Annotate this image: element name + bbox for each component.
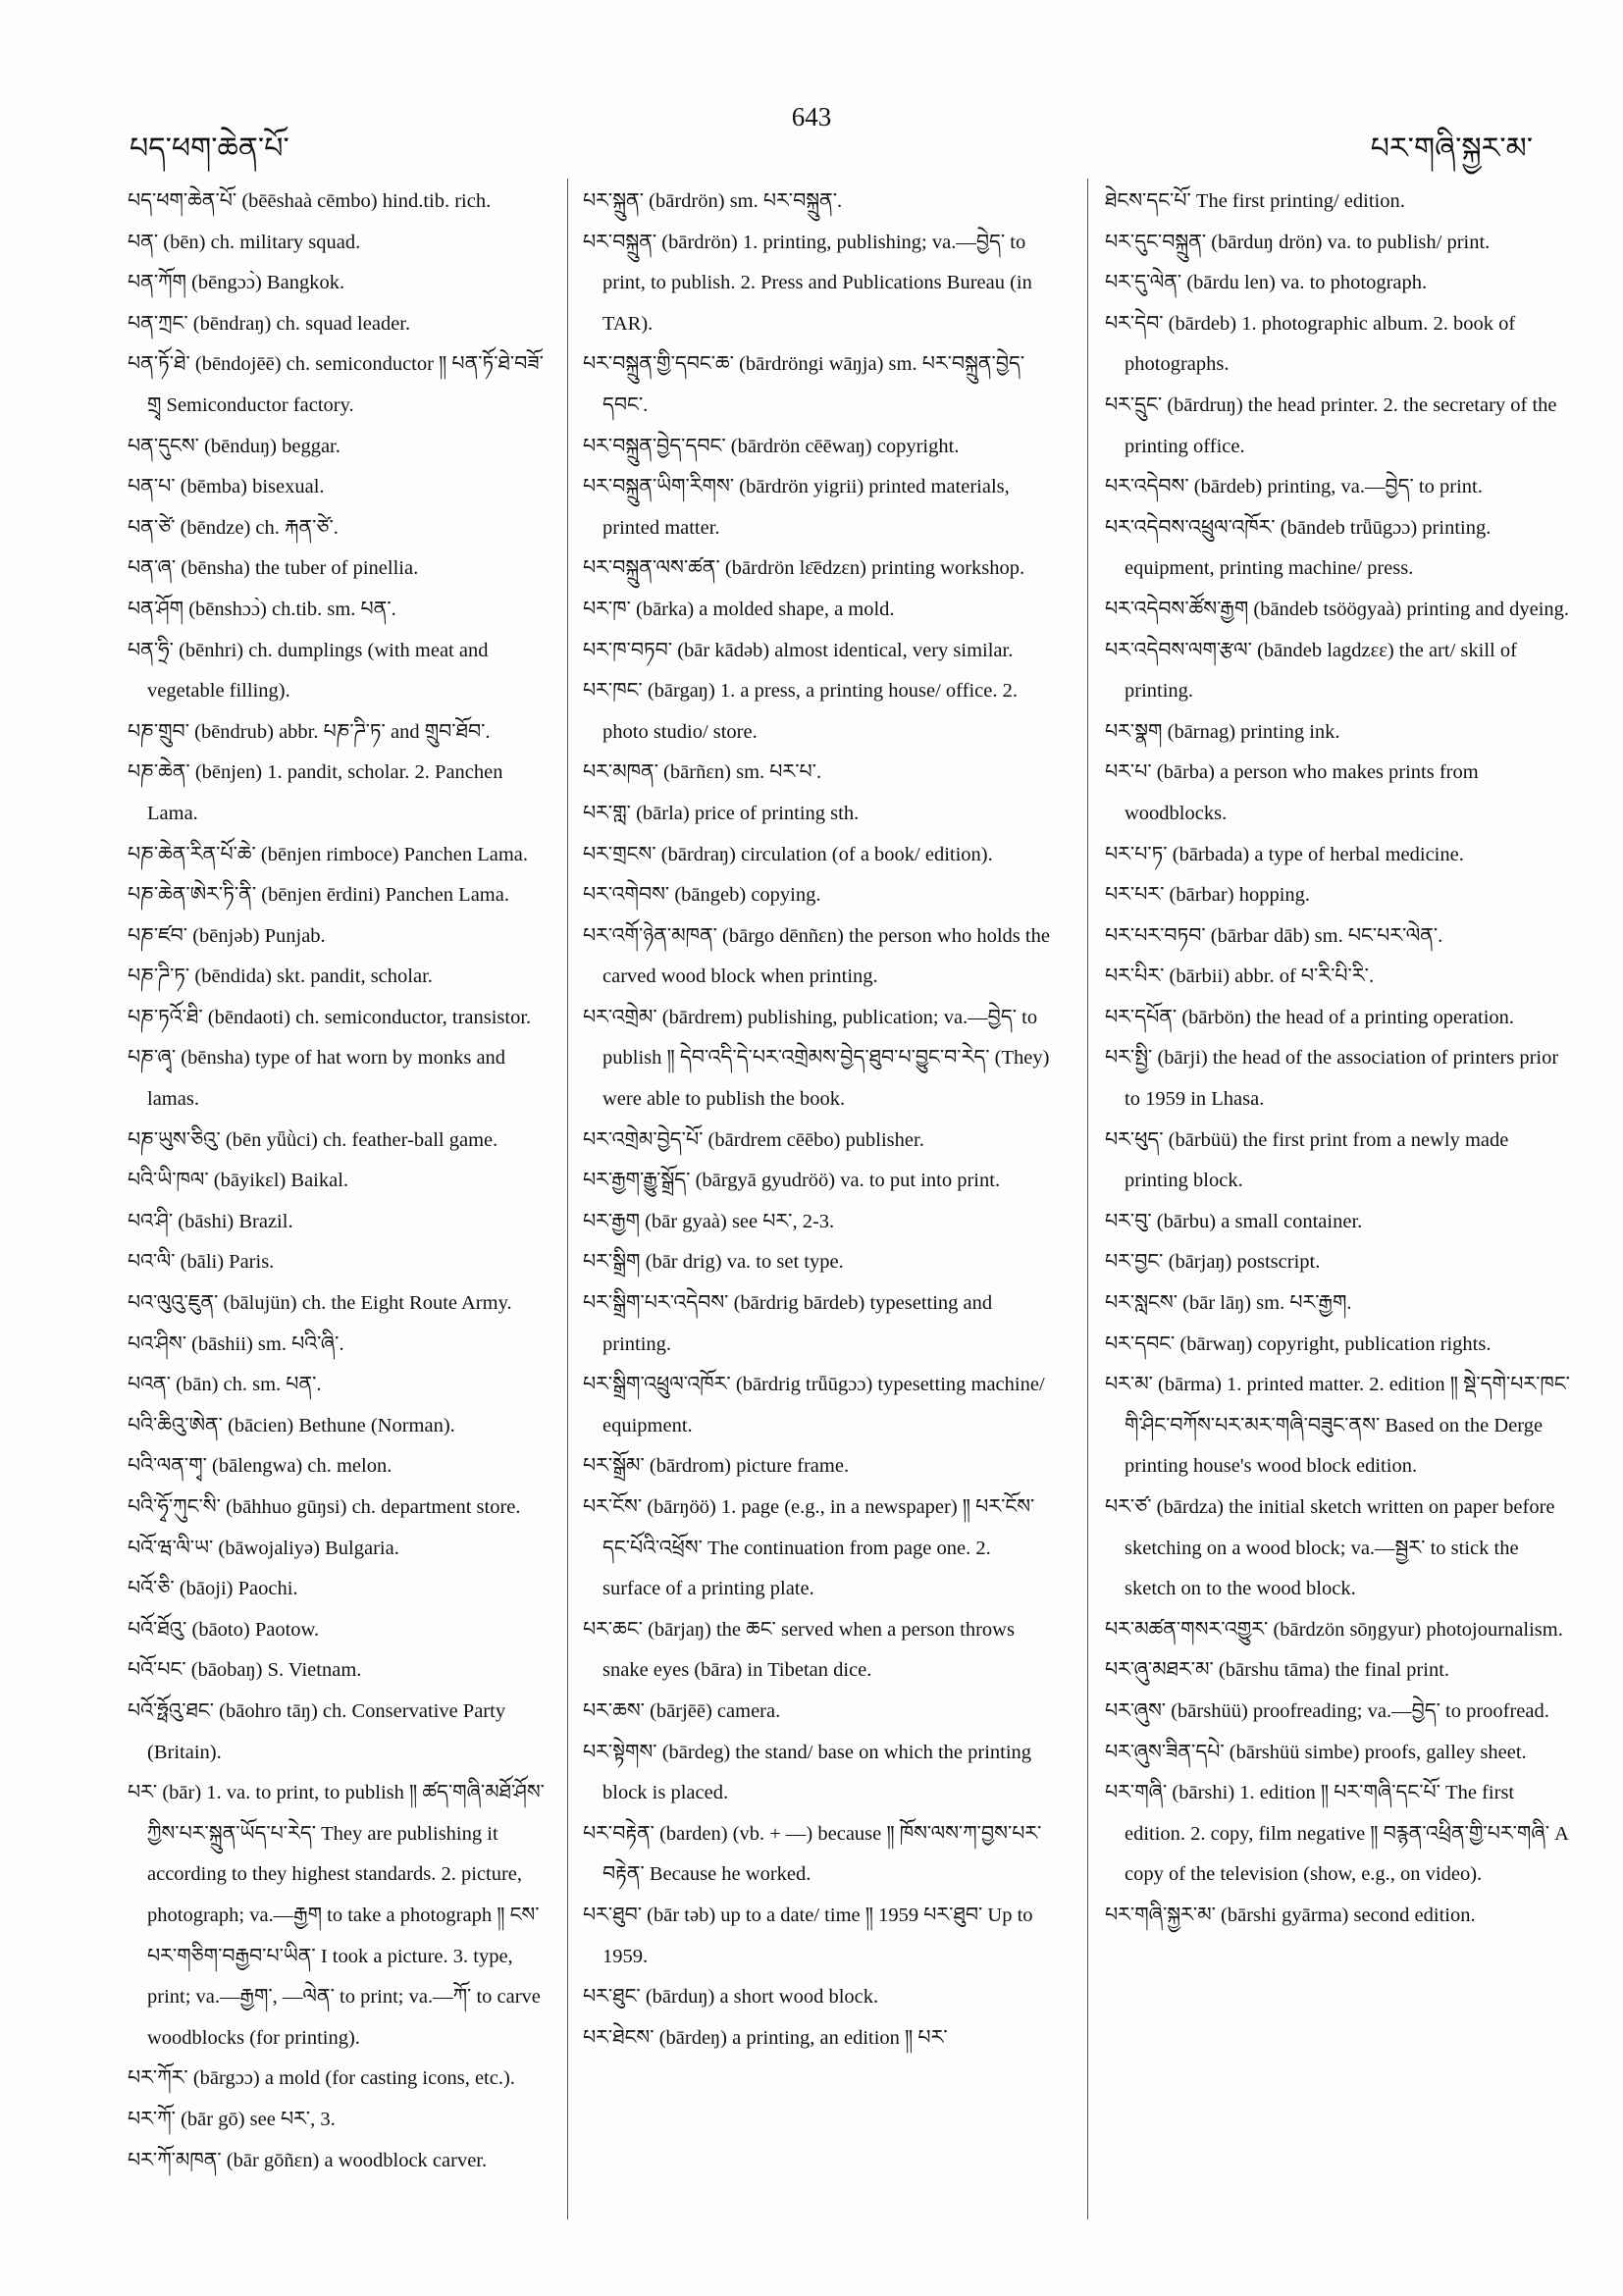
dictionary-entry: པར་ (bār) 1. va. to print, to publish ༎ ཚད་གཞི་མཐོ་ཤོས་ཀྱིས་པར་སྐྲུན་ཡོད་པ་རེད་ They are publishing it according to they highest standards. 2. picture, photograph; va.—རྒྱག to take a photograph ༎ ངས་པར་གཅིག་བརྒྱབ་པ་ཡིན་ I took a picture. 3. type, print; va.—རྒྱག་, —ལེན་ to print; va.—ཀོ་ to carve woodblocks (for printing). bbox=[128, 1782, 545, 2049]
dictionary-entry: པར་ཞུ་མཐར་མ་ (bārshu tāma) the final print. bbox=[1105, 1659, 1450, 1682]
dictionary-entry: པར་པ་ཏ་ (bārbada) a type of herbal medicine. bbox=[1105, 843, 1464, 865]
dictionary-entry: པར་པར་ (bārbar) hopping. bbox=[1105, 884, 1311, 907]
dictionary-entry: པའོ་ཝ་ལི་ཡ་ (bāwojaliyə) Bulgaria. bbox=[128, 1537, 399, 1559]
column-divider-1 bbox=[567, 179, 568, 2219]
dictionary-entry: པར་མཁན་ (bārñɛn) sm. པར་པ་. bbox=[583, 761, 822, 784]
dictionary-entry: པའ་ཤི་ (bāshi) Brazil. bbox=[128, 1210, 293, 1232]
dictionary-entry: པཎ་ཡུས་ཅིའུ་ (bēn yǖǜci) ch. feather-ball game. bbox=[128, 1128, 498, 1151]
dictionary-entry: པར་བསྐྲུན་ (bārdrön) 1. printing, publishing; va.—བྱེད་ to print, to publish. 2. Press and Publications Bureau (in TAR). bbox=[583, 231, 1032, 335]
running-header-left: པད་ཕག་ཆེན་པོ་ bbox=[130, 131, 289, 166]
dictionary-entry: པའོ་ཅི་ (bāoji) Paochi. bbox=[128, 1578, 298, 1600]
dictionary-entry: པར་འགེབས་ (bāngeb) copying. bbox=[583, 884, 821, 907]
dictionary-entry: པར་འགྲེམ་ (bārdrem) publishing, publication; va.—བྱེད་ to publish ༎ དེབ་འདི་དེ་པར་འགྲེམས་བྱེད་ཐུབ་པ་བྱུང་བ་རེད་ (They) were able to publish the book. bbox=[583, 1006, 1050, 1111]
dictionary-entry: པའི་ཧྭོ་ཀུང་སི་ (bāhhuo gūŋsi) ch. department store. bbox=[128, 1496, 521, 1518]
dictionary-entry: པའོ་ཧྥོའུ་ཐང་ (bāohro tāŋ) ch. Conservative Party (Britain). bbox=[128, 1699, 506, 1763]
dictionary-entry: པར་མཚན་གསར་འགྱུར་ (bārdzön sōŋgyur) photojournalism. bbox=[1105, 1618, 1563, 1641]
dictionary-entry: པར་འདེབས་ལག་རྩལ་ (bāndeb lagdzɛɛ) the art/ skill of printing. bbox=[1105, 639, 1517, 703]
dictionary-entry: པར་ཀོ་མཁན་ (bār gōñɛn) a woodblock carver. bbox=[128, 2149, 488, 2171]
dictionary-entry: པར་འགྲེམ་བྱེད་པོ་ (bārdrem cēēbo) publisher. bbox=[583, 1128, 924, 1151]
dictionary-entry: པར་སྒྲིག (bār drig) va. to set type. bbox=[583, 1251, 844, 1274]
dictionary-entry: པའ་ལི་ (bāli) Paris. bbox=[128, 1251, 275, 1274]
dictionary-entry: པར་འདེབས་འཕྲུལ་འཁོར་ (bāndeb trǖūgɔɔ) printing. equipment, printing machine/ press. bbox=[1105, 516, 1492, 580]
dictionary-entry: པན་ཀྲང་ (bēndraŋ) ch. squad leader. bbox=[128, 312, 411, 335]
dictionary-entry: པར་ཀོར་ (bārgɔɔ) a mold (for casting icons, etc.). bbox=[128, 2067, 515, 2090]
dictionary-entry: པར་ཆས་ (bārjēē) camera. bbox=[583, 1699, 781, 1722]
dictionary-entry: པར་ཐུབ་ (bār təb) up to a date/ time ༎ 1959 པར་ཐུབ་ Up to 1959. bbox=[583, 1904, 1033, 1967]
dictionary-entry: པཎ་ཆེན་རིན་པོ་ཆེ་ (bēnjen rimboce) Panchen Lama. bbox=[128, 843, 528, 865]
dictionary-entry: པར་དྲུང་ (bārdruŋ) the head printer. 2. the secretary of the printing office. bbox=[1105, 393, 1557, 457]
dictionary-entry: པའི་ཡི་ཁལ་ (bāyikɛl) Baikal. bbox=[128, 1170, 349, 1192]
dictionary-entry: པར་སྤྱི་ (bārji) the head of the association of printers prior to 1959 in Lhasa. bbox=[1105, 1047, 1559, 1111]
dictionary-entry: པན་ཧྲི་ (bēnhri) ch. dumplings (with meat and vegetable filling). bbox=[128, 639, 489, 703]
dictionary-entry: པཎ་ཛབ་ (bēnjəb) Punjab. bbox=[128, 924, 326, 947]
dictionary-entry: པར་པར་བཏབ་ (bārbar dāb) sm. པང་པར་ལེན་. bbox=[1105, 924, 1443, 947]
dictionary-entry: པར་སྣག (bārnag) printing ink. bbox=[1105, 720, 1340, 743]
dictionary-entry: པར་གླ་ (bārla) price of printing sth. bbox=[583, 802, 860, 824]
dictionary-entry: པཎ་ཌི་ཏ་ (bēndida) skt. pandit, scholar. bbox=[128, 965, 433, 988]
dictionary-entry: པར་ཐུང་ (bārduŋ) a short wood block. bbox=[583, 1986, 879, 2009]
dictionary-entry: པར་དེབ་ (bārdeb) 1. photographic album. 2. book of photographs. bbox=[1105, 312, 1516, 376]
dictionary-entry: པར་འདེབས་ཚོས་རྒྱག (bāndeb tsööɡyaà) printing and dyeing. bbox=[1105, 598, 1570, 620]
dictionary-entry: པན་དུངས་ (bēnduŋ) beggar. bbox=[128, 435, 340, 457]
dictionary-entry: པར་སྐྲུན་ (bārdrön) sm. པར་བསྐྲུན་. bbox=[583, 190, 843, 212]
dictionary-entry: པར་དཔོན་ (bārbön) the head of a printing operation. bbox=[1105, 1006, 1515, 1028]
dictionary-entry: པའ་ལུའུ་ཇུན་ (bālujün) ch. the Eight Route Army. bbox=[128, 1292, 512, 1315]
dictionary-entry: པར་ཕུད་ (bārbüü) the first print from a newly made printing block. bbox=[1105, 1128, 1509, 1192]
dictionary-entry: པར་སླངས་ (bār lāŋ) sm. པར་རྒྱག. bbox=[1105, 1292, 1352, 1315]
dictionary-entry: པར་ཀོ་ (bār gō) see པར་, 3. bbox=[128, 2108, 336, 2130]
dictionary-entry: པར་བསྐྲུན་གྱི་དབང་ཆ་ (bārdröngi wāŋja) sm. པར་བསྐྲུན་བྱེད་དབང་. bbox=[583, 353, 1025, 416]
dictionary-entry: པའ་ཤིས་ (bāshii) sm. པའི་ཞི་. bbox=[128, 1332, 344, 1355]
dictionary-entry: པར་གཞི་སྐྱར་མ་ (bārshi gyārma) second edition. bbox=[1105, 1904, 1476, 1926]
dictionary-entry: པར་ཞུས་ (bārshüü) proofreading; va.—བྱེད་ to proofread. bbox=[1105, 1699, 1549, 1722]
dictionary-entry: པར་ཁ་ (bārka) a molded shape, a mold. bbox=[583, 598, 895, 620]
dictionary-entry: པར་པ་ (bārba) a person who makes prints from woodblocks. bbox=[1105, 761, 1479, 824]
column-3 bbox=[1105, 182, 1574, 1937]
dictionary-entry: པར་དབང་ (bārwaŋ) copyright, publication rights. bbox=[1105, 1332, 1492, 1355]
dictionary-entry: པཎ་ཆེན་ (bēnjen) 1. pandit, scholar. 2. Panchen Lama. bbox=[128, 761, 503, 824]
dictionary-entry: པར་ཙ་ (bārdza) the initial sketch written on paper before sketching on a wood block; va.—སྦྱར་ to stick the sketch on to the wood block. bbox=[1105, 1496, 1555, 1600]
dictionary-entry: པར་གཞི་ (bārshi) 1. edition ༎ པར་གཞི་དང་པོ་ The first edition. 2. copy, film negative ༎ བརྙན་འཕྲིན་གྱི་པར་གཞི་ A copy of the television (show, e.g., on video). bbox=[1105, 1782, 1568, 1886]
dictionary-entry: པའི་ལན་གྭ་ (bālengwa) ch. melon. bbox=[128, 1455, 393, 1478]
dictionary-entry: པད་ཕག་ཆེན་པོ་ (bēēshaà cēmbo) hind.tib. rich. bbox=[128, 190, 492, 212]
dictionary-entry: པར་བསྐྲུན་ལས་ཚན་ (bārdrön lɛ̄ēdzɛn) printing workshop. bbox=[583, 557, 1025, 580]
dictionary-entry: པཎ་གྲུབ་ (bēndrub) abbr. པཎ་ཌི་ཏ་ and གྲུབ་ཐོབ་. bbox=[128, 720, 491, 743]
dictionary-entry: པར་རྒྱག (bār gyaà) see པར་, 2-3. bbox=[583, 1210, 835, 1232]
dictionary-entry: པར་བསྐྲུན་ཡིག་རིགས་ (bārdrön yigrii) printed materials, printed matter. bbox=[583, 476, 1010, 539]
dictionary-entry: པར་ཆང་ (bārjaŋ) the ཆང་ served when a person throws snake eyes (bāra) in Tibetan dice. bbox=[583, 1618, 1015, 1682]
dictionary-entry: པར་བརྟེན་ (barden) (vb. + —) because ༎ ཁོས་ལས་ཀ་བྱས་པར་བརྟེན་ Because he worked. bbox=[583, 1822, 1042, 1886]
page-number: 643 bbox=[791, 102, 832, 131]
dictionary-entry: པན་ཞ་ (bēnsha) the tuber of pinellia. bbox=[128, 557, 419, 580]
dictionary-entry: པའན་ (bān) ch. sm. པན་. bbox=[128, 1374, 322, 1396]
dictionary-entry: པར་གྲངས་ (bārdraŋ) circulation (of a book/ edition). bbox=[583, 843, 993, 865]
dictionary-entry: པར་ཁང་ (bārgaŋ) 1. a press, a printing house/ office. 2. photo studio/ store. bbox=[583, 680, 1018, 743]
dictionary-entry: པཎ་ཆེན་ཨེར་ཏི་ནི་ (bēnjen ērdini) Panchen Lama. bbox=[128, 884, 509, 907]
dictionary-entry: པན་ཏོ་ཐེ་ (bēndojēē) ch. semiconductor ༎ པན་ཏོ་ཐེ་བཟོ་གྲྭ Semiconductor factory. bbox=[128, 353, 544, 416]
dictionary-entry: པན་ཤོག (bēnshɔɔ̀) ch.tib. sm. པན་. bbox=[128, 598, 396, 620]
dictionary-entry: པར་རྒྱག་རྒྱུ་སྒྲོད་ (bārgyā gyudröö) va. to put into print. bbox=[583, 1170, 1001, 1192]
dictionary-entry: པར་ངོས་ (bārŋöö) 1. page (e.g., in a newspaper) ༎ པར་ངོས་དང་པོའི་འཕྲོས་ The continuation from page one. 2. surface of a printing plate. bbox=[583, 1496, 1035, 1600]
dictionary-entry: པན་ཀོག (bēngɔɔ̀) Bangkok. bbox=[128, 272, 345, 294]
dictionary-entry: པར་དུང་བསྐྲུན་ (bārduŋ drön) va. to publish/ print. bbox=[1105, 231, 1491, 253]
dictionary-entry: པར་བྱང་ (bārjaŋ) postscript. bbox=[1105, 1251, 1321, 1274]
dictionary-entry: ཐེངས་དང་པོ་ The first printing/ edition. bbox=[1105, 190, 1405, 212]
dictionary-entry: པར་དུ་ལེན་ (bārdu len) va. to photograph. bbox=[1105, 272, 1428, 294]
dictionary-entry: པཎ་ཏའོ་ཐི་ (bēndaoti) ch. semiconductor, transistor. bbox=[128, 1006, 532, 1028]
dictionary-entry: པན་པ་ (bēmba) bisexual. bbox=[128, 476, 325, 498]
dictionary-entry: པར་ཐེངས་ (bārdeŋ) a printing, an edition ༎ པར་ bbox=[583, 2026, 948, 2049]
dictionary-entry: པཎ་ཞྭ་ (bēnsha) type of hat worn by monks and lamas. bbox=[128, 1047, 506, 1111]
dictionary-entry: པར་སྒྲིག་པར་འདེབས་ (bārdrig bārdeb) typesetting and printing. bbox=[583, 1292, 993, 1355]
dictionary-entry: པར་འགོ་ཉེན་མཁན་ (bārgo dēnñɛn) the person who holds the carved wood block when printing. bbox=[583, 924, 1050, 988]
running-header-right: པར་གཞི་སྐྱར་མ་ bbox=[1370, 131, 1533, 166]
dictionary-entry: པར་ཁ་བཏབ་ (bār kādəb) almost identical, very similar. bbox=[583, 639, 1014, 661]
dictionary-entry: པར་སྟེགས་ (bārdeg) the stand/ base on which the printing block is placed. bbox=[583, 1741, 1032, 1804]
column-1 bbox=[128, 182, 551, 2181]
dictionary-entry: པར་འདེབས་ (bārdeb) printing, va.—བྱེད་ to print. bbox=[1105, 476, 1483, 498]
dictionary-entry: པར་བསྐྲུན་བྱེད་དབང་ (bārdrön cēēwaŋ) copyright. bbox=[583, 435, 960, 457]
dictionary-entry: པན་ཙེ་ (bēndze) ch. རྐན་ཙེ་. bbox=[128, 516, 339, 539]
dictionary-entry: པར་ཞུས་ཟིན་དཔེ་ (bārshüü simbe) proofs, galley sheet. bbox=[1105, 1741, 1527, 1763]
dictionary-entry: པའོ་ཐོའུ་ (bāoto) Paotow. bbox=[128, 1618, 320, 1641]
dictionary-entry: པའི་ཆིའུ་ཨེན་ (bācien) Bethune (Norman). bbox=[128, 1414, 455, 1436]
dictionary-entry: པན་ (bēn) ch. military squad. bbox=[128, 231, 361, 253]
dictionary-entry: པར་པིར་ (bārbii) abbr. of པ་རི་པི་རི་. bbox=[1105, 965, 1375, 988]
dictionary-entry: པར་བུ་ (bārbu) a small container. bbox=[1105, 1210, 1363, 1232]
dictionary-entry: པའོ་པང་ (bāobaŋ) S. Vietnam. bbox=[128, 1659, 362, 1682]
dictionary-entry: པར་སྒྲིག་འཕྲུལ་འཁོར་ (bārdrig trǖūgɔɔ) typesetting machine/ equipment. bbox=[583, 1374, 1045, 1436]
column-2 bbox=[583, 182, 1052, 2059]
dictionary-entry: པར་སྒྲོམ་ (bārdrom) picture frame. bbox=[583, 1455, 850, 1478]
column-divider-2 bbox=[1087, 179, 1088, 2219]
dictionary-entry: པར་མ་ (bārma) 1. printed matter. 2. edition ༎ སྡེ་དགེ་པར་ཁང་གི་ཤིང་བཀོས་པར་མར་གཞི་བཟུང་ནས་ Based on the Derge printing house's wood block edition. bbox=[1105, 1374, 1570, 1478]
